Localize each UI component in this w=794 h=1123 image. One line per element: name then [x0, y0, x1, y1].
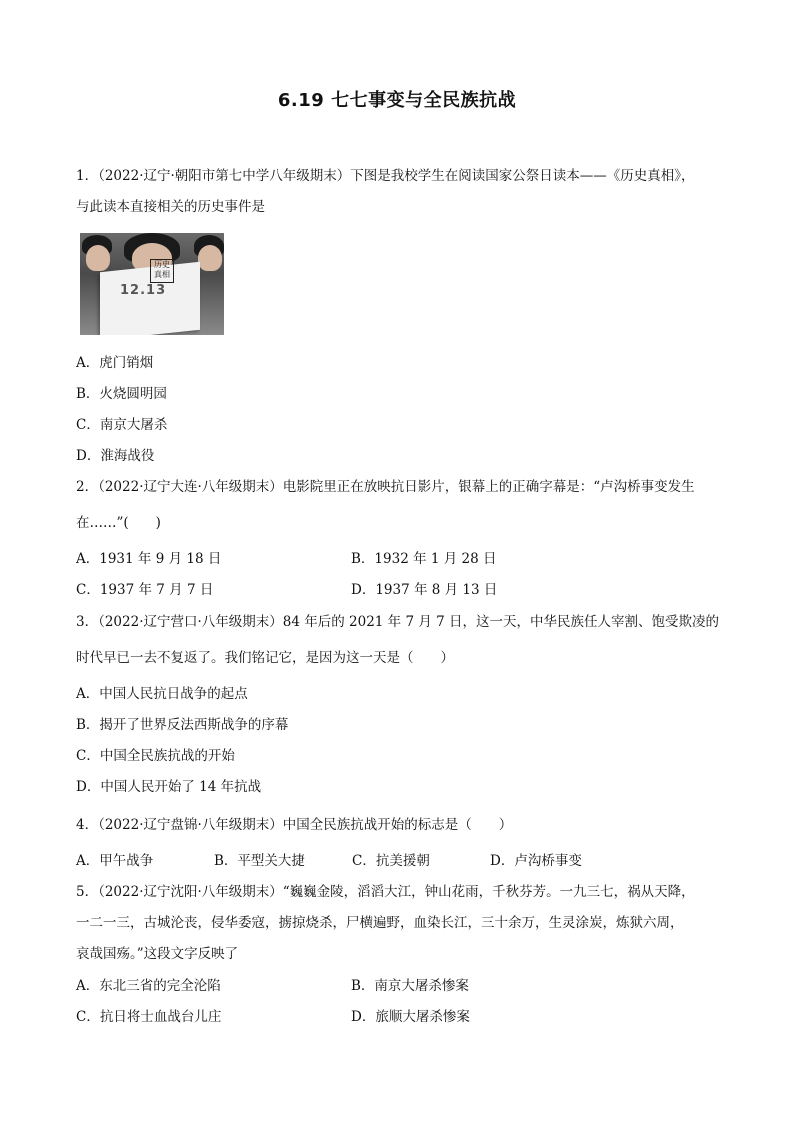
question-5-option-d: D．旅顺大屠杀惨案: [351, 1009, 470, 1025]
question-3-option-d: D．中国人民开始了 14 年抗战: [76, 779, 262, 795]
question-2-line-2: 在……”( ): [76, 515, 161, 531]
question-2-option-c: C．1937 年 7 月 7 日: [76, 582, 214, 598]
question-3-option-a: A．中国人民抗日战争的起点: [76, 686, 248, 702]
page-title: 6.19 七七事变与全民族抗战: [277, 90, 517, 111]
question-3-line-1: 3．（2022·辽宁营口·八年级期末）84 年后的 2021 年 7 月 7 日，这一天，中华民族任人宰割、饱受欺凌的: [76, 614, 720, 630]
question-4-option-c: C．抗美援朝: [352, 853, 430, 869]
question-1-line-2: 与此读本直接相关的历史事件是: [76, 199, 265, 215]
question-1-option-c: C．南京大屠杀: [76, 417, 168, 433]
question-2-option-a: A．1931 年 9 月 18 日: [76, 551, 222, 567]
question-5-option-c: C．抗日将士血战台儿庄: [76, 1009, 222, 1025]
question-3-option-c: C．中国全民族抗战的开始: [76, 748, 235, 764]
question-4-option-d: D．卢沟桥事变: [490, 853, 582, 869]
question-4-option-a: A．甲午战争: [76, 853, 154, 869]
students-reading-photo: [80, 233, 224, 335]
question-4-line-1: 4．（2022·辽宁盘锦·八年级期末）中国全民族抗战开始的标志是（ ）: [76, 817, 513, 833]
question-1-line-1: 1．（2022·辽宁·朝阳市第七中学八年级期末）下图是我校学生在阅读国家公祭日读本——《历史真相》，: [76, 168, 695, 184]
question-5-line-3: 哀哉国殇。”这段文字反映了: [76, 946, 239, 962]
question-1-option-a: A．虎门销烟: [76, 355, 154, 371]
question-4-option-b: B．平型关大捷: [214, 853, 305, 869]
question-5-line-1: 5．（2022·辽宁沈阳·八年级期末）“巍巍金陵，滔滔大江，钟山花雨，千秋芬芳。一九三七，祸从天降，: [76, 884, 695, 900]
question-2-option-d: D．1937 年 8 月 13 日: [351, 582, 498, 598]
question-3-line-2: 时代早已一去不复返了。我们铭记它，是因为这一天是（ ）: [76, 650, 454, 666]
question-2-line-1: 2．（2022·辽宁大连·八年级期末）电影院里正在放映抗日影片，银幕上的正确字幕是：“卢沟桥事变发生: [76, 479, 695, 495]
question-1-option-d: D．淮海战役: [76, 448, 155, 464]
question-5-option-a: A．东北三省的完全沦陷: [76, 978, 221, 994]
question-2-option-b: B．1932 年 1 月 28 日: [351, 551, 497, 567]
question-5-line-2: 一二一三，古城沦丧，侵华委寇，掳掠烧杀，尸横遍野，血染长江，三十余万，生灵涂炭，炼狱六周，: [76, 915, 684, 931]
book-title-text: 历史真相: [150, 259, 174, 283]
question-1-option-b: B．火烧圆明园: [76, 386, 167, 402]
question-3-option-b: B．揭开了世界反法西斯战争的序幕: [76, 717, 289, 733]
book-number-text: 12.13: [120, 283, 167, 298]
question-5-option-b: B．南京大屠杀惨案: [351, 978, 469, 994]
